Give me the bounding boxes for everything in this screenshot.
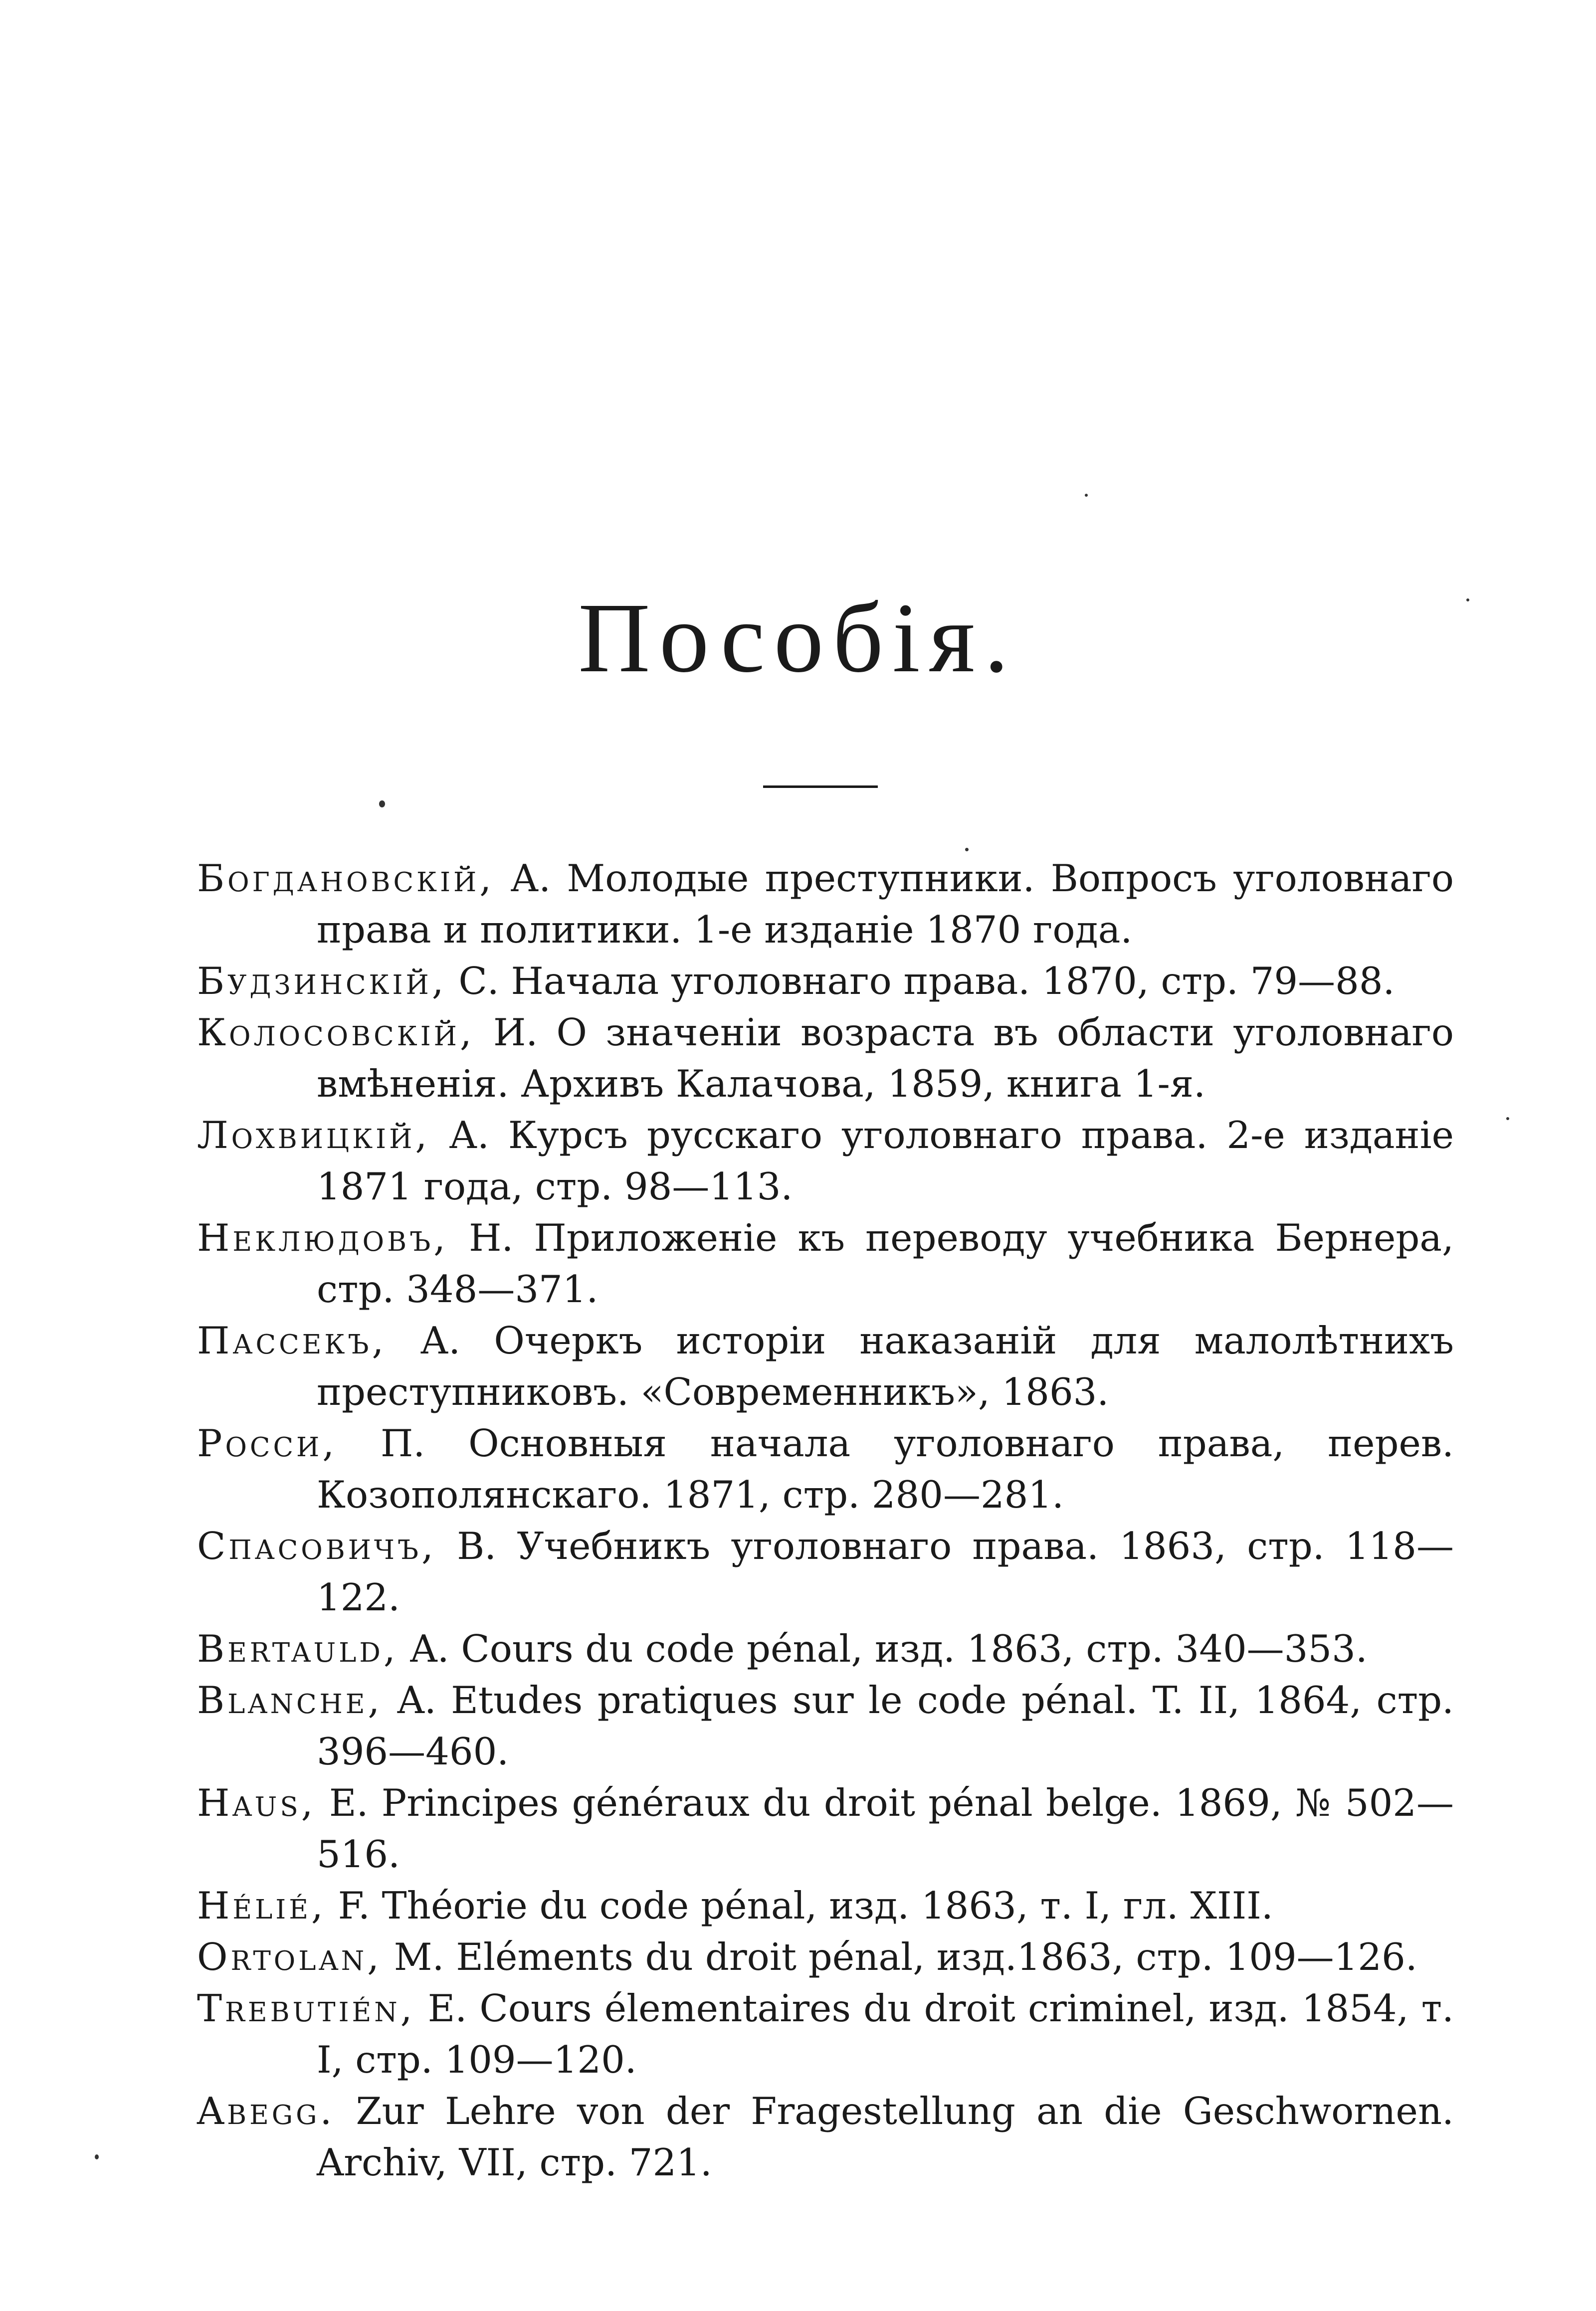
entry-text: A. Etudes pratiques sur le code pénal. T. II, 1864, стр. 396—460. — [317, 1678, 1454, 1773]
entry-text: A. Cours du code pénal, изд. 1863, стр. 340—353. — [398, 1627, 1368, 1671]
entry-author: Лохвицкій, — [197, 1113, 430, 1157]
entry-author: Ortolan, — [197, 1935, 382, 1979]
entry-text: А. Курсъ русскаго уголовнаго права. 2-е изданіе 1871 года, стр. 98—113. — [317, 1113, 1454, 1208]
entry-text: А. Очеркъ исторіи наказаній для малолѣтнихъ преступниковъ. «Современникъ», 1863. — [317, 1319, 1454, 1414]
entry-text: Н. Приложеніе къ переводу учебника Бернера, стр. 348—371. — [317, 1216, 1454, 1311]
entry-author: Спасовичъ, — [197, 1524, 436, 1568]
bibliography-entry — [197, 1931, 1454, 1983]
entry-text: В. Учебникъ уголовнаго права. 1863, стр. 118—122. — [317, 1524, 1454, 1619]
entry-author: Будзинскій, — [197, 959, 447, 1003]
bibliography-entry — [197, 1521, 1454, 1623]
bibliography-entry — [197, 1212, 1454, 1315]
scan-speck — [1506, 1117, 1509, 1120]
entry-author: Blanche, — [197, 1678, 383, 1722]
entry-author: Haus, — [197, 1781, 316, 1825]
bibliography-entry — [197, 1418, 1454, 1521]
bibliography-entry — [197, 1315, 1454, 1418]
entry-author: Колосовскій, — [197, 1010, 475, 1054]
entry-text: П. Основныя начала уголовнаго права, перев. Козополянскаго. 1871, стр. 280—281. — [317, 1421, 1454, 1517]
entry-author: Trebutién, — [197, 1986, 415, 2030]
bibliography-entry — [197, 956, 1454, 1007]
entry-author: Богдановскій, — [197, 856, 495, 900]
entry-text: А. Молодые преступники. Вопросъ уголовнаго права и политики. 1-е изданіе 1870 года. — [317, 856, 1454, 952]
bibliography-entry — [197, 1110, 1454, 1212]
entry-author: Hélié, — [197, 1884, 326, 1927]
entry-author: Росси, — [197, 1421, 338, 1465]
bibliography-entry — [197, 1983, 1454, 2086]
scan-speck — [95, 2154, 99, 2159]
entry-author: Неклюдовъ, — [197, 1216, 449, 1260]
entry-text: M. Eléments du droit pénal, изд.1863, стр. 109—126. — [382, 1935, 1417, 1979]
heading-rule — [763, 785, 878, 788]
bibliography-entry — [197, 1880, 1454, 1931]
entry-text: E. Cours élementaires du droit criminel, изд. 1854, т. I, стр. 109—120. — [317, 1986, 1454, 2082]
entry-text: И. О значеніи возраста въ области уголовнаго вмѣненія. Архивъ Калачова, 1859, книга 1-я. — [317, 1010, 1454, 1106]
bibliography-entry — [197, 1777, 1454, 1880]
scan-speck — [1466, 598, 1469, 601]
bibliography-entry — [197, 1675, 1454, 1777]
entry-author: Пассекъ, — [197, 1319, 387, 1362]
bibliography-entry — [197, 853, 1454, 956]
entry-author: Bertauld, — [197, 1627, 399, 1671]
scan-speck — [1085, 494, 1088, 497]
bibliography-entry — [197, 1007, 1454, 1110]
entry-text: E. Principes généraux du droit pénal belge. 1869, № 502—516. — [316, 1781, 1454, 1876]
page-heading: Пособія. — [578, 583, 1018, 693]
entry-text: F. Théorie du code pénal, изд. 1863, т. I, гл. XIII. — [326, 1884, 1273, 1927]
scan-speck — [965, 848, 969, 851]
entry-text: Zur Lehre von der Fragestellung an die Geschwornen. Archiv, VII, стр. 721. — [317, 2089, 1454, 2184]
bibliography-entry — [197, 2086, 1454, 2188]
bibliography-entry — [197, 1623, 1454, 1675]
entry-text: С. Начала уголовнаго права. 1870, стр. 79—88. — [446, 959, 1395, 1003]
bibliography-list — [197, 853, 1454, 2188]
entry-author: Abegg. — [197, 2089, 335, 2133]
scan-speck — [379, 800, 385, 807]
